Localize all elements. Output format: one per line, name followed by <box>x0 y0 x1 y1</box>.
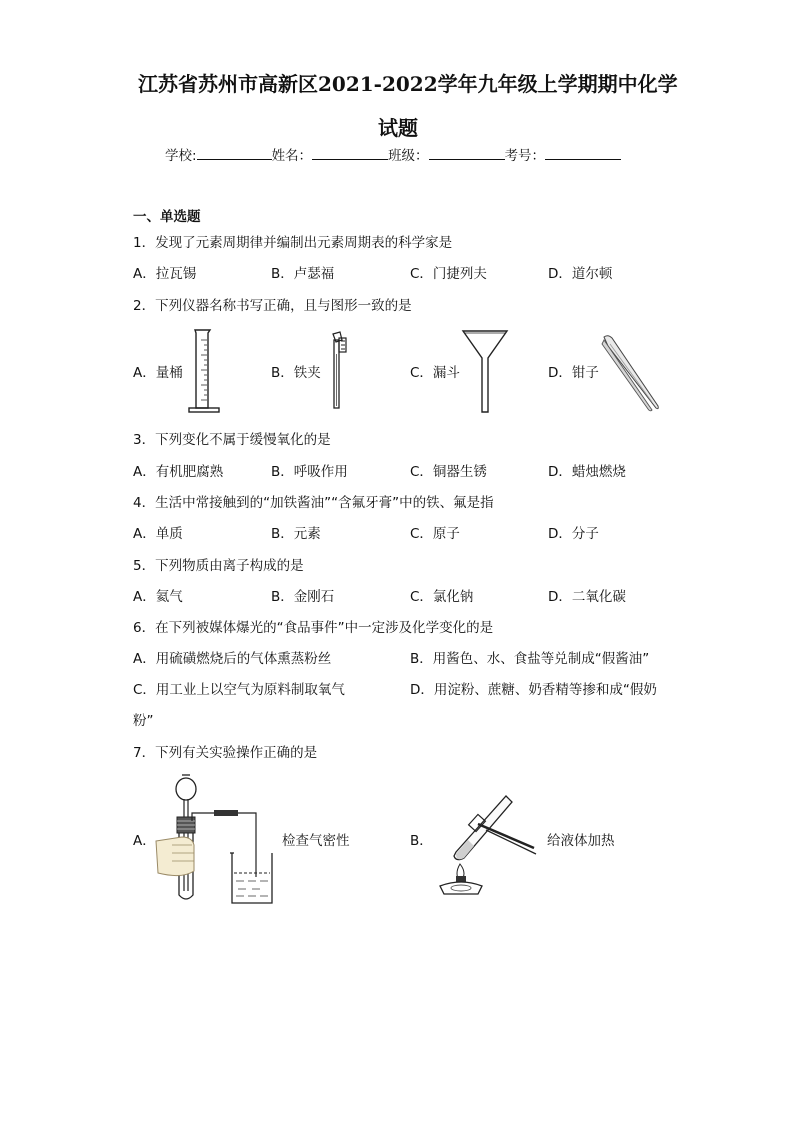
name-label: 姓名： <box>271 148 313 164</box>
option-a: A．单质 <box>133 526 183 542</box>
option-a: A．用硫磺燃烧后的气体熏蒸粉丝 <box>133 651 332 667</box>
option-b: B．金刚石 <box>271 589 335 605</box>
question-stem: 5．下列物质由离子构成的是 <box>133 558 304 574</box>
tweezers-image <box>600 334 662 412</box>
option-c: C．铜器生锈 <box>410 464 487 480</box>
option-a: A．氦气 <box>133 589 183 605</box>
option-a: A．有机肥腐熟 <box>133 464 224 480</box>
graduated-cylinder-image <box>186 328 222 416</box>
option-a: A．量桶 <box>133 365 183 381</box>
info-line <box>165 145 621 165</box>
option-d: D．蜡烛燃烧 <box>548 464 626 480</box>
option-d: D．分子 <box>548 526 599 542</box>
class-label: 班级： <box>388 148 429 164</box>
caption-b: 给液体加热 <box>547 833 615 849</box>
option-c: C．用工业上以空气为原料制取氧气 <box>133 682 345 698</box>
page-title: 江苏省苏州市高新区2021-2022学年九年级上学期期中化学 <box>138 72 678 96</box>
airtightness-check-image <box>152 775 272 907</box>
option-a: A．拉瓦锡 <box>133 266 197 282</box>
school-label: 学校: <box>165 148 197 164</box>
option-d: D．道尔顿 <box>548 266 613 282</box>
section-heading: 一、单选题 <box>133 209 201 225</box>
question-stem: 4．生活中常接触到的“加铁酱油”“含氟牙膏”中的铁、氟是指 <box>133 495 494 511</box>
option-a: A． <box>133 833 156 849</box>
liquid-heating-image <box>434 778 544 896</box>
number-label: 考号： <box>504 148 546 164</box>
option-b: B． <box>410 833 433 849</box>
page-title-cont: 试题 <box>378 116 418 140</box>
class-blank[interactable] <box>429 145 505 160</box>
option-d: D．用淀粉、蔗糖、奶香精等掺和成“假奶 <box>410 682 657 698</box>
option-c: C．氯化钠 <box>410 589 474 605</box>
question-stem: 6．在下列被媒体爆光的“食品事件”中一定涉及化学变化的是 <box>133 620 494 636</box>
option-b: B．卢瑟福 <box>271 266 335 282</box>
option-d: D．二氧化碳 <box>548 589 626 605</box>
option-b: B．元素 <box>271 526 321 542</box>
option-d: D．钳子 <box>548 365 599 381</box>
question-stem: 2．下列仪器名称书写正确，且与图形一致的是 <box>133 298 412 314</box>
option-c: C．门捷列夫 <box>410 266 487 282</box>
option-b: B．呼吸作用 <box>271 464 348 480</box>
option-b: B．铁夹 <box>271 365 321 381</box>
question-stem: 7．下列有关实验操作正确的是 <box>133 745 318 761</box>
option-c: C．漏斗 <box>410 365 460 381</box>
caption-a: 检查气密性 <box>282 833 350 849</box>
question-stem: 3．下列变化不属于缓慢氧化的是 <box>133 432 331 448</box>
funnel-image <box>460 328 510 414</box>
option-c: C．原子 <box>410 526 460 542</box>
question-stem: 1．发现了元素周期律并编制出元素周期表的科学家是 <box>133 235 453 251</box>
option-d-continued: 粉” <box>133 713 154 729</box>
option-b: B．用酱色、水、食盐等兑制成“假酱油” <box>410 651 650 667</box>
name-blank[interactable] <box>312 145 388 160</box>
school-blank[interactable] <box>197 145 272 160</box>
iron-clamp-image <box>327 330 351 410</box>
number-blank[interactable] <box>545 145 621 160</box>
